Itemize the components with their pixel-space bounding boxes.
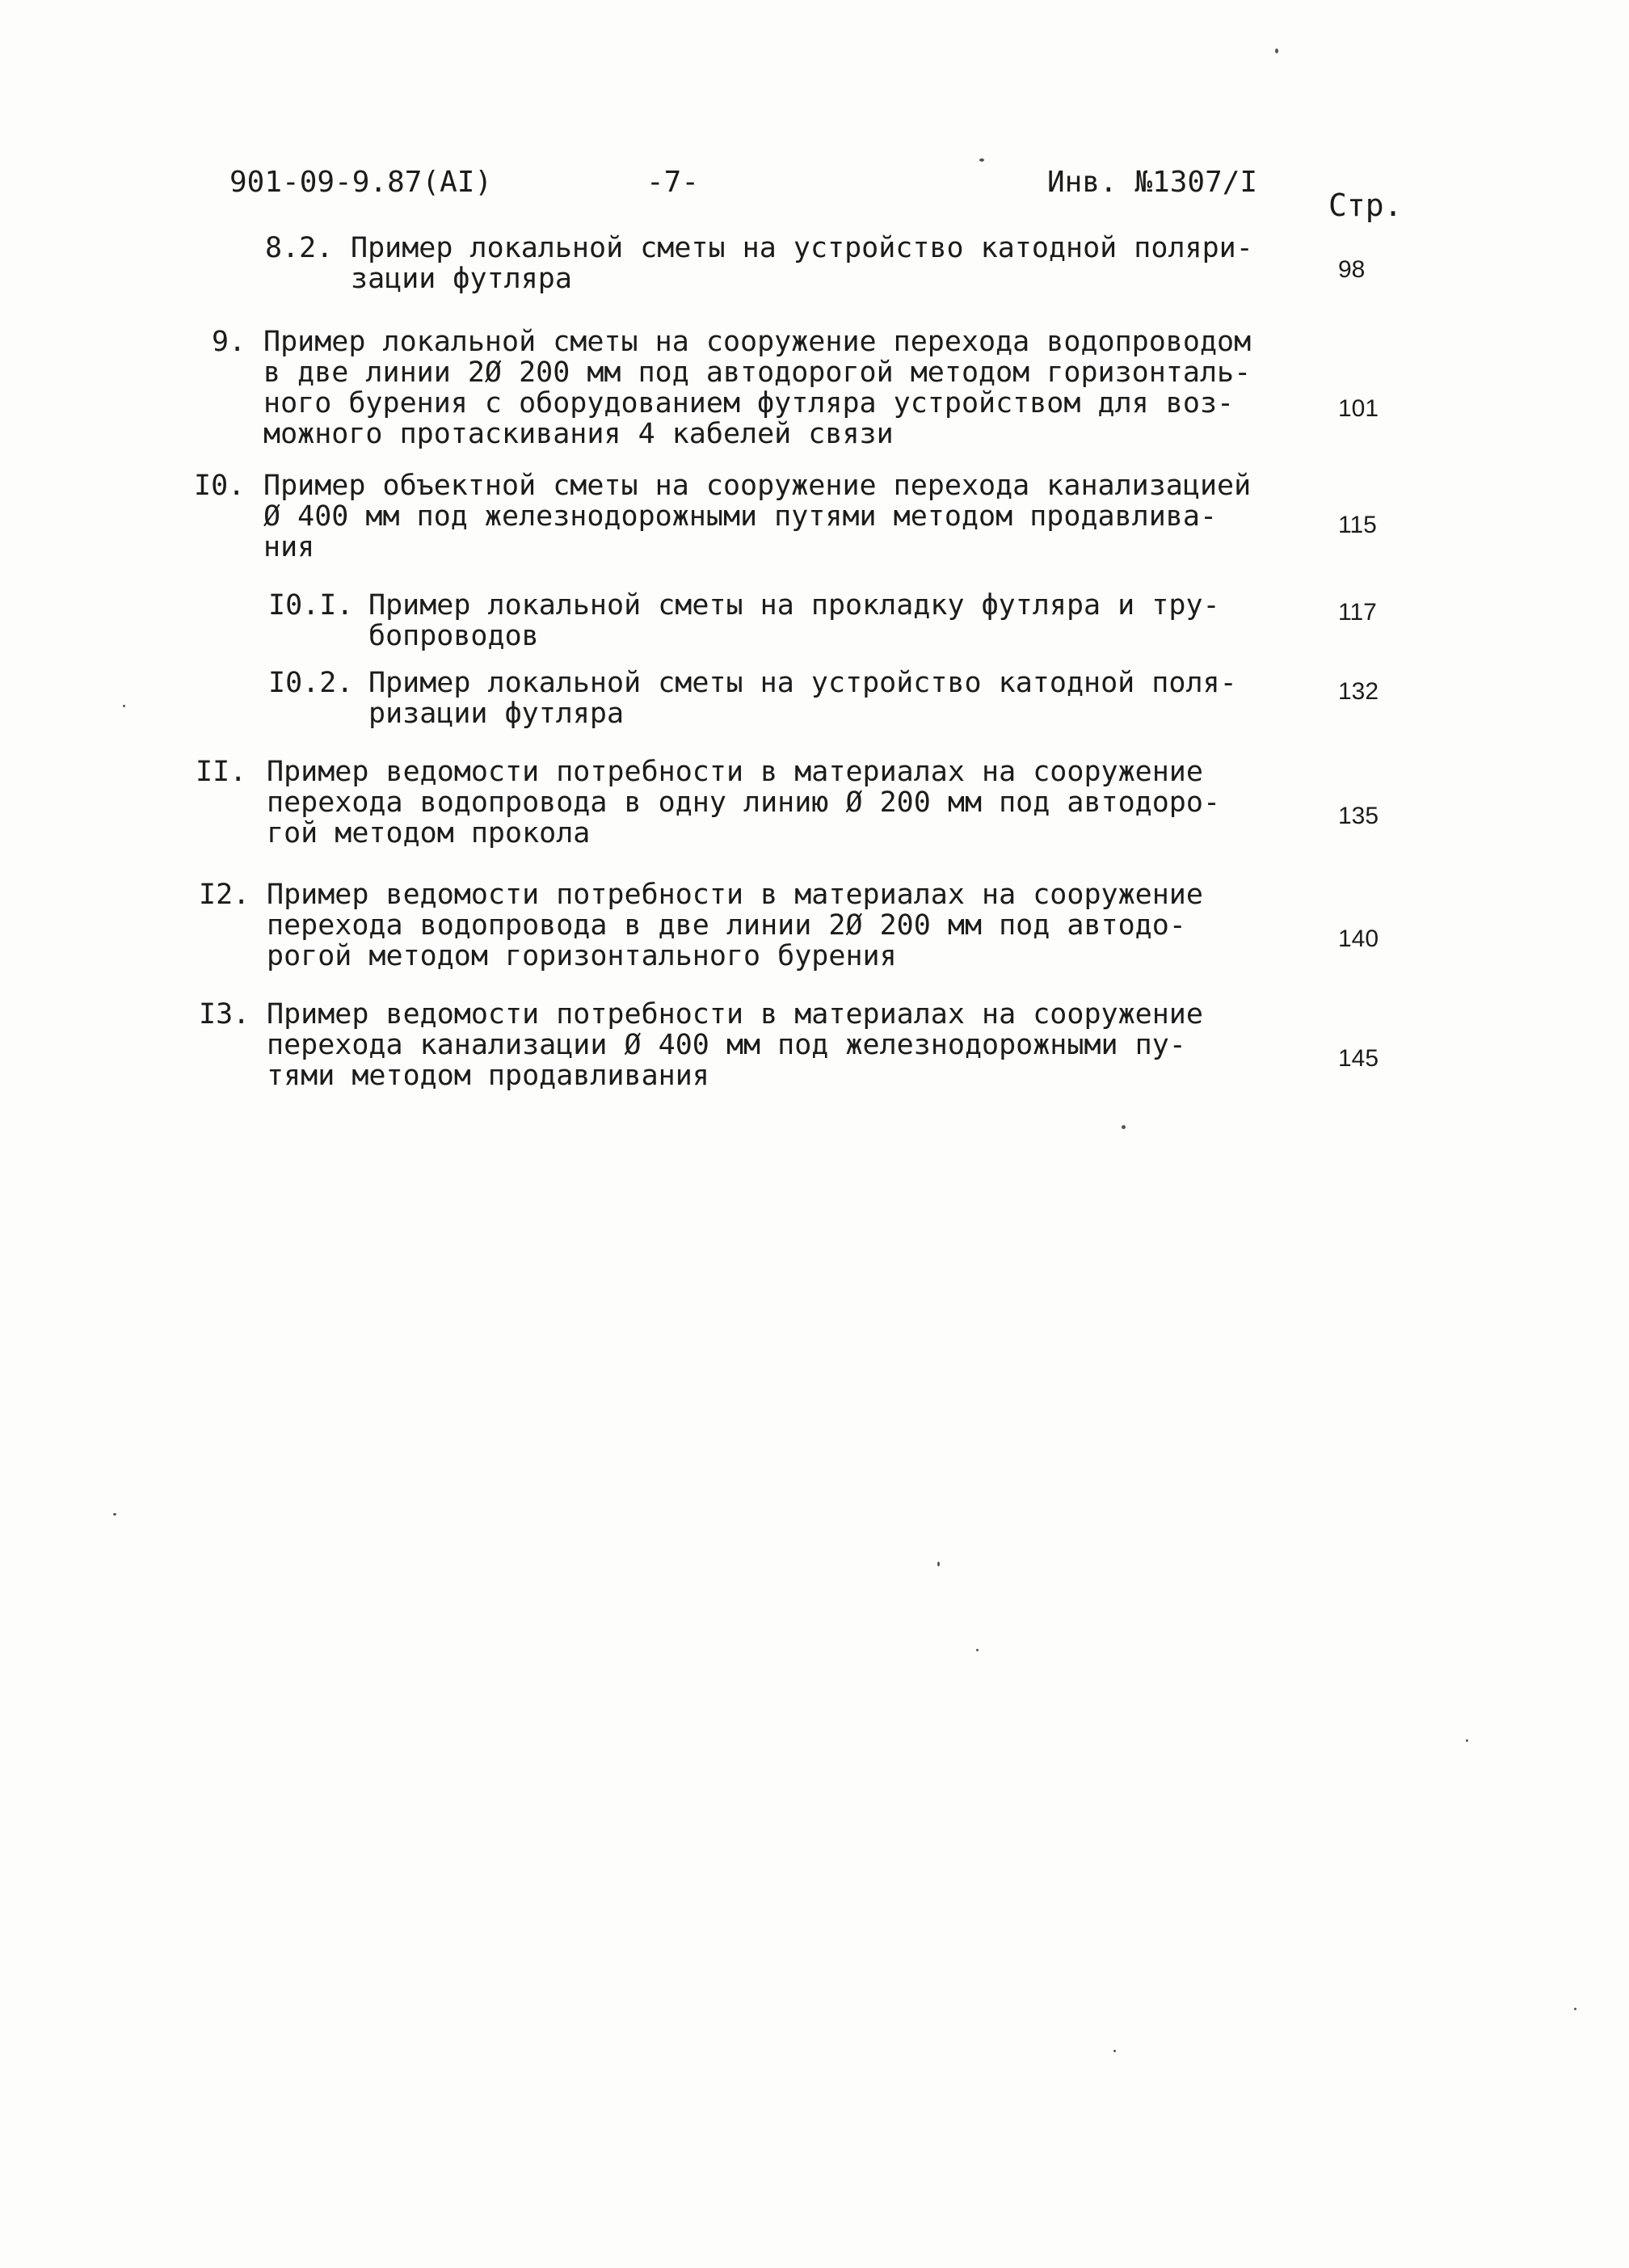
- scan-speck: [113, 1513, 116, 1516]
- entry-number: 9.: [212, 326, 246, 358]
- entry-number: 8.2.: [265, 232, 334, 264]
- scan-speck: [1275, 48, 1278, 53]
- entry-page: 117: [1338, 599, 1377, 626]
- page-number: -7-: [646, 166, 700, 199]
- document-code: 901-09-9.87(AI): [229, 166, 493, 199]
- entry-number: I0.2.: [268, 667, 354, 699]
- entry-page: 98: [1338, 256, 1366, 283]
- scan-speck: [1113, 2050, 1116, 2052]
- entry-page: 115: [1338, 512, 1377, 538]
- scan-speck: [123, 705, 125, 707]
- entry-page: 140: [1338, 925, 1379, 952]
- scan-speck: [937, 1562, 940, 1566]
- entry-page: 132: [1338, 678, 1379, 705]
- scan-speck: [1466, 1739, 1468, 1742]
- scan-speck: [979, 158, 984, 162]
- entry-title: Пример ведомости потребности в материалах на сооружение перехода водопровода в две линии 2Ø 200 мм под автодо- рогой методом горизонтального бурения: [267, 879, 1203, 972]
- entry-title: Пример объектной сметы на сооружение перехода канализацией Ø 400 мм под железнодорожными путями методом продавлива- ния: [263, 470, 1252, 563]
- entry-title: Пример ведомости потребности в материалах на сооружение перехода водопровода в одну линию Ø 200 мм под автодоро- гой методом прокола: [267, 756, 1221, 849]
- entry-number: I2.: [199, 879, 250, 911]
- entry-title: Пример локальной сметы на устройство катодной поля- ризации футляра: [368, 667, 1237, 730]
- entry-title: Пример ведомости потребности в материалах на сооружение перехода канализации Ø 400 мм под железнодорожными пу- тями методом продавливания: [267, 998, 1203, 1092]
- entry-title: Пример локальной сметы на прокладку футляра и тру- бопроводов: [368, 589, 1220, 652]
- entry-page: 135: [1338, 803, 1379, 829]
- entry-number: I3.: [199, 998, 250, 1031]
- entry-page: 101: [1338, 395, 1379, 422]
- scan-speck: [1122, 1125, 1126, 1129]
- entry-number: I0.: [194, 470, 246, 502]
- entry-title: Пример локальной сметы на сооружение перехода водопроводом в две линии 2Ø 200 мм под автодорогой методом горизонталь- ного бурения с оборудованием футляра устройством для воз- можного протаскивания 4 кабелей связи: [263, 326, 1252, 450]
- entry-number: II.: [196, 756, 247, 788]
- entry-page: 145: [1338, 1045, 1379, 1072]
- inventory-number: Инв. №1307/I: [1047, 166, 1258, 199]
- scan-speck: [976, 1649, 979, 1651]
- page-column-heading: Стр.: [1328, 188, 1403, 223]
- entry-number: I0.I.: [268, 589, 354, 622]
- entry-title: Пример локальной сметы на устройство катодной поляри- зации футляра: [351, 232, 1253, 295]
- scan-speck: [1574, 2008, 1576, 2010]
